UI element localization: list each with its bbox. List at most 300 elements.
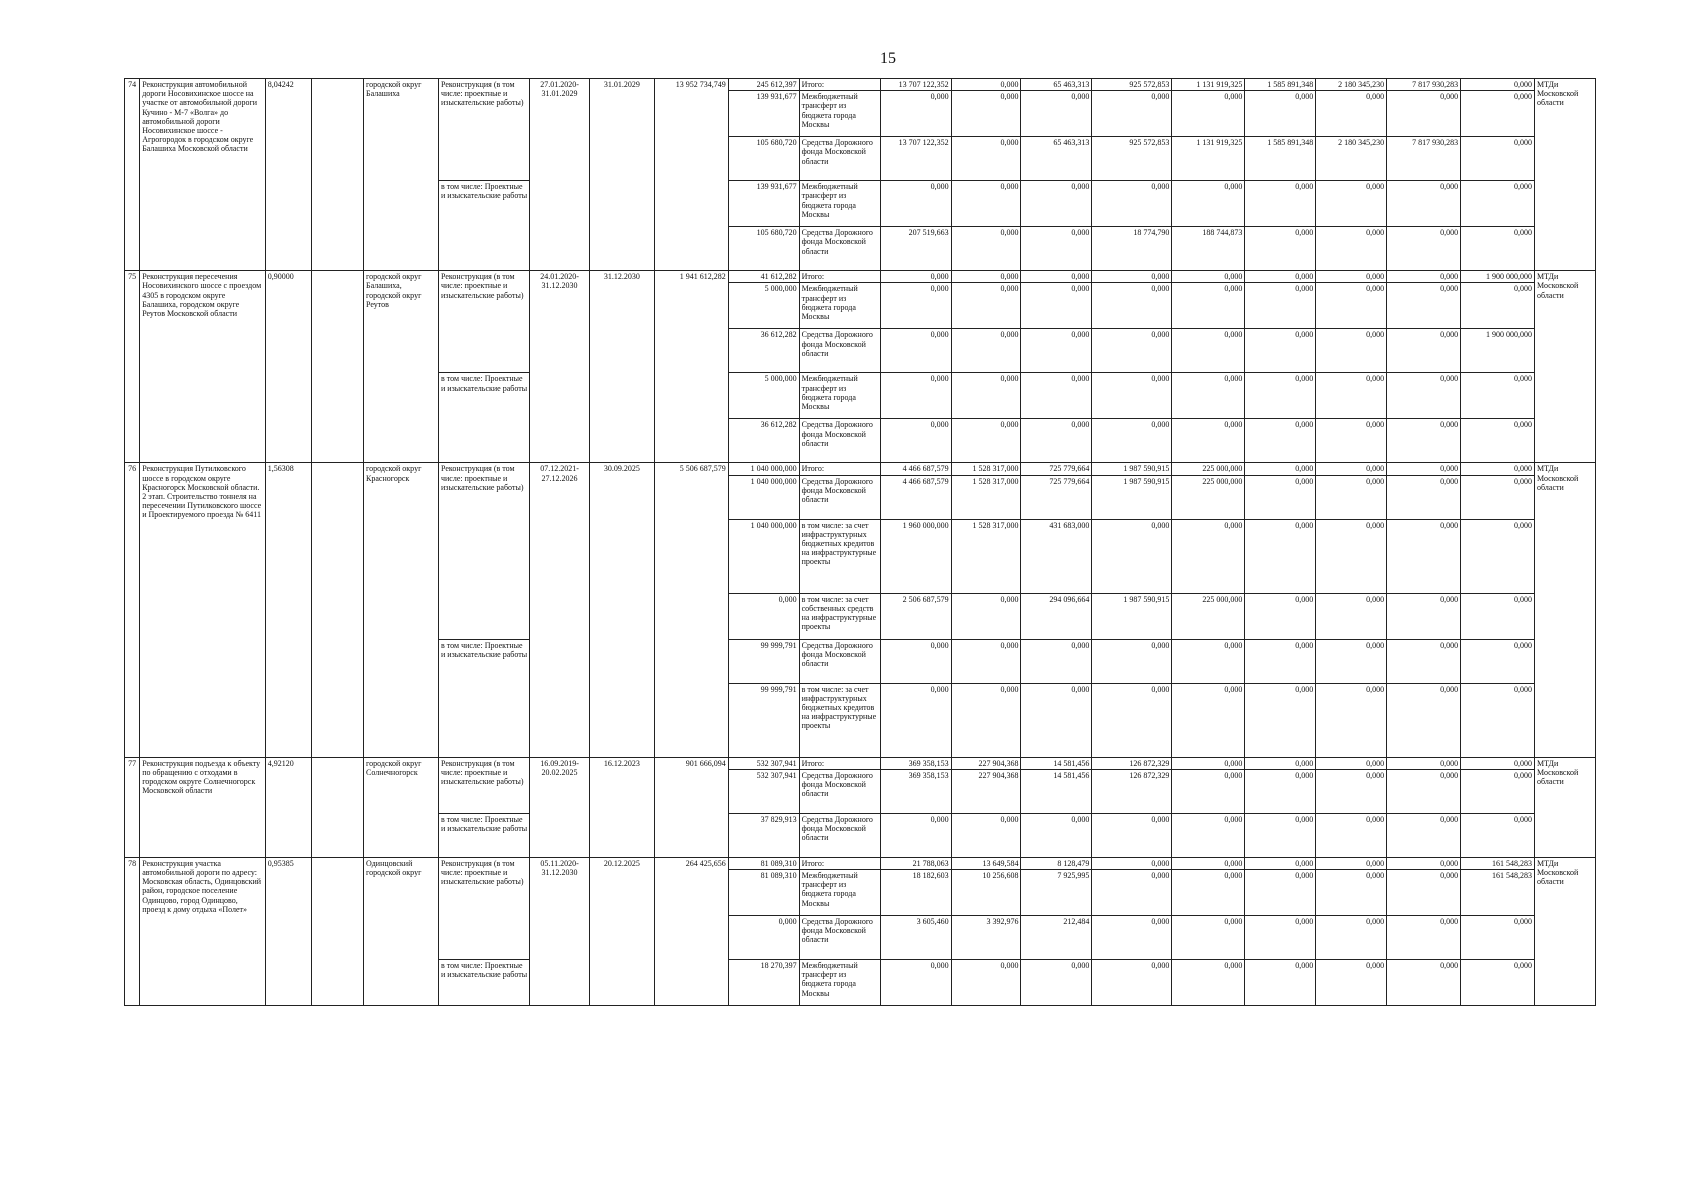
total-cost: 13 952 734,749: [654, 79, 728, 271]
project-name: Реконструкция подъезда к объекту по обращению с отходами в городском округе Солнечногорск Московской области: [140, 757, 266, 857]
year-amount: 0,000: [1461, 915, 1535, 959]
year-amount: 161 548,283: [1461, 857, 1535, 869]
year-amount: 0,000: [1092, 857, 1172, 869]
year-amount: 0,000: [1245, 519, 1316, 593]
year-amount: 0,000: [1461, 373, 1535, 419]
year-amount: 0,000: [1387, 757, 1461, 769]
year-amount: 0,000: [1316, 857, 1387, 869]
year-amount: 0,000: [1387, 915, 1461, 959]
project-extra: [312, 79, 364, 271]
table-row: [125, 79, 1596, 91]
year-amount: 0,000: [1387, 419, 1461, 463]
year-amount: 0,000: [1387, 519, 1461, 593]
year-amount: 65 463,313: [1021, 137, 1092, 181]
year-amount: 925 572,853: [1092, 137, 1172, 181]
year-amount: 0,000: [1172, 813, 1245, 857]
project-name: Реконструкция автомобильной дороги Носовихинское шоссе на участке от автомобильной дороги Кучино - М-7 «Волга» до автомобильной дороги Носовихинское шоссе - Агрогородок в городском округе Балашиха Московской области: [140, 79, 266, 271]
year-amount: 1 131 919,325: [1172, 137, 1245, 181]
year-amount: 0,000: [1245, 271, 1316, 283]
year-amount: 0,000: [1092, 329, 1172, 373]
funding-source: Межбюджетный трансферт из бюджета города Москвы: [799, 91, 880, 137]
year-amount: 0,000: [951, 137, 1021, 181]
funding-source: Средства Дорожного фонда Московской области: [799, 137, 880, 181]
year-amount: 0,000: [1461, 757, 1535, 769]
financed-amount: 99 999,791: [728, 639, 799, 683]
project-name: Реконструкция участка автомобильной дороги по адресу: Московская область, Одинцовский район, городское поселение Одинцово, город Одинцово, проезд к дому отдыха «Полет»: [140, 857, 266, 1005]
financed-amount: 139 931,677: [728, 91, 799, 137]
year-amount: 725 779,664: [1021, 463, 1092, 475]
year-amount: 0,000: [1092, 639, 1172, 683]
project-number: 74: [125, 79, 140, 271]
year-amount: 0,000: [1387, 373, 1461, 419]
year-amount: 0,000: [1172, 329, 1245, 373]
financed-amount: 81 089,310: [728, 869, 799, 915]
year-amount: 0,000: [1021, 419, 1092, 463]
page-number: 15: [880, 50, 896, 67]
year-amount: 0,000: [1387, 271, 1461, 283]
project-municipality: городской округ Балашиха, городской округ Реутов: [364, 271, 439, 463]
year-amount: 0,000: [1245, 91, 1316, 137]
year-amount: 0,000: [1461, 475, 1535, 519]
funding-source: Средства Дорожного фонда Московской области: [799, 419, 880, 463]
year-amount: 1 131 919,325: [1172, 79, 1245, 91]
work-type: в том числе: Проектные и изыскательские работы: [439, 639, 530, 757]
year-amount: 0,000: [951, 181, 1021, 227]
year-amount: 0,000: [1245, 283, 1316, 329]
financed-amount: 99 999,791: [728, 683, 799, 757]
year-amount: 0,000: [1316, 959, 1387, 1005]
year-amount: 0,000: [1172, 419, 1245, 463]
funding-source: Итого:: [799, 463, 880, 475]
year-amount: 0,000: [1021, 329, 1092, 373]
year-amount: 0,000: [951, 329, 1021, 373]
year-amount: 0,000: [951, 419, 1021, 463]
year-amount: 0,000: [1316, 519, 1387, 593]
financed-amount: 0,000: [728, 593, 799, 639]
year-amount: 0,000: [1316, 639, 1387, 683]
year-amount: 10 256,608: [951, 869, 1021, 915]
customer: МТДи Московской области: [1535, 271, 1596, 463]
year-amount: 0,000: [1387, 639, 1461, 683]
year-amount: 0,000: [1387, 227, 1461, 271]
year-amount: 0,000: [1092, 271, 1172, 283]
year-amount: 369 358,153: [880, 757, 951, 769]
year-amount: 0,000: [1316, 271, 1387, 283]
year-amount: 0,000: [1316, 593, 1387, 639]
year-amount: 1 960 000,000: [880, 519, 951, 593]
year-amount: 0,000: [1387, 857, 1461, 869]
funding-source: Средства Дорожного фонда Московской области: [799, 813, 880, 857]
year-amount: 225 000,000: [1172, 475, 1245, 519]
year-amount: 0,000: [1092, 519, 1172, 593]
project-length: 0,90000: [265, 271, 312, 463]
year-amount: 1 987 590,915: [1092, 475, 1172, 519]
year-amount: 0,000: [1092, 959, 1172, 1005]
project-length: 4,92120: [265, 757, 312, 857]
year-amount: 0,000: [1316, 283, 1387, 329]
year-amount: 0,000: [880, 419, 951, 463]
year-amount: 0,000: [1461, 813, 1535, 857]
work-period: 24.01.2020-31.12.2030: [530, 271, 590, 463]
financed-amount: 532 307,941: [728, 769, 799, 813]
year-amount: 212,484: [1021, 915, 1092, 959]
work-type: Реконструкция (в том числе: проектные и изыскательские работы): [439, 857, 530, 959]
year-amount: 0,000: [1021, 959, 1092, 1005]
work-period: 07.12.2021-27.12.2026: [530, 463, 590, 757]
year-amount: 1 528 317,000: [951, 519, 1021, 593]
year-amount: 0,000: [880, 91, 951, 137]
work-type: в том числе: Проектные и изыскательские работы: [439, 959, 530, 1005]
year-amount: 0,000: [1316, 419, 1387, 463]
year-amount: 1 528 317,000: [951, 475, 1021, 519]
completion-date: 31.12.2030: [589, 271, 654, 463]
year-amount: 0,000: [1092, 283, 1172, 329]
customer: МТДи Московской области: [1535, 463, 1596, 757]
year-amount: 0,000: [1092, 419, 1172, 463]
year-amount: 0,000: [1245, 329, 1316, 373]
table-row: [125, 857, 1596, 869]
work-type: в том числе: Проектные и изыскательские работы: [439, 181, 530, 271]
year-amount: 1 528 317,000: [951, 463, 1021, 475]
year-amount: 0,000: [1172, 519, 1245, 593]
year-amount: 0,000: [1461, 137, 1535, 181]
funding-source: Средства Дорожного фонда Московской области: [799, 639, 880, 683]
year-amount: 1 987 590,915: [1092, 593, 1172, 639]
work-period: 05.11.2020-31.12.2030: [530, 857, 590, 1005]
year-amount: 0,000: [1316, 463, 1387, 475]
year-amount: 0,000: [1316, 475, 1387, 519]
financed-amount: 18 270,397: [728, 959, 799, 1005]
year-amount: 0,000: [1092, 683, 1172, 757]
year-amount: 0,000: [1245, 683, 1316, 757]
project-municipality: городской округ Балашиха: [364, 79, 439, 271]
completion-date: 31.01.2029: [589, 79, 654, 271]
year-amount: 2 506 687,579: [880, 593, 951, 639]
year-amount: 0,000: [1172, 181, 1245, 227]
funding-source: Межбюджетный трансферт из бюджета города Москвы: [799, 283, 880, 329]
year-amount: 0,000: [951, 639, 1021, 683]
financed-amount: 36 612,282: [728, 419, 799, 463]
completion-date: 20.12.2025: [589, 857, 654, 1005]
project-name: Реконструкция пересечения Носовихинского шоссе с проездом 4305 в городском округе Балашиха, городском округе Реутов Московской области: [140, 271, 266, 463]
year-amount: 0,000: [1461, 283, 1535, 329]
year-amount: 0,000: [1387, 869, 1461, 915]
year-amount: 0,000: [1387, 593, 1461, 639]
year-amount: 0,000: [1092, 869, 1172, 915]
project-extra: [312, 463, 364, 757]
year-amount: 0,000: [951, 813, 1021, 857]
year-amount: 0,000: [1387, 475, 1461, 519]
customer: МТДи Московской области: [1535, 857, 1596, 1005]
year-amount: 2 180 345,230: [1316, 79, 1387, 91]
table-row: [125, 463, 1596, 475]
year-amount: 0,000: [1316, 373, 1387, 419]
year-amount: 725 779,664: [1021, 475, 1092, 519]
year-amount: 0,000: [1461, 79, 1535, 91]
completion-date: 30.09.2025: [589, 463, 654, 757]
year-amount: 0,000: [1245, 959, 1316, 1005]
year-amount: 0,000: [1461, 419, 1535, 463]
customer: МТДи Московской области: [1535, 79, 1596, 271]
year-amount: 0,000: [1245, 373, 1316, 419]
year-amount: 0,000: [1092, 181, 1172, 227]
year-amount: 0,000: [1316, 869, 1387, 915]
project-name: Реконструкция Путилковского шоссе в городском округе Красногорск Московской области. 2 этап. Строительство тоннеля на пересечении Путилковского шоссе и Проектируемого проезда № 6411: [140, 463, 266, 757]
year-amount: 0,000: [1461, 519, 1535, 593]
project-number: 78: [125, 857, 140, 1005]
year-amount: 0,000: [1316, 683, 1387, 757]
year-amount: 4 466 687,579: [880, 463, 951, 475]
financed-amount: 105 680,720: [728, 227, 799, 271]
project-municipality: Одинцовский городской округ: [364, 857, 439, 1005]
year-amount: 0,000: [951, 959, 1021, 1005]
year-amount: 0,000: [880, 271, 951, 283]
completion-date: 16.12.2023: [589, 757, 654, 857]
table-body: [125, 79, 1596, 1006]
project-number: 77: [125, 757, 140, 857]
year-amount: 0,000: [1461, 91, 1535, 137]
customer: МТДи Московской области: [1535, 757, 1596, 857]
year-amount: 369 358,153: [880, 769, 951, 813]
year-amount: 0,000: [1092, 91, 1172, 137]
year-amount: 0,000: [880, 683, 951, 757]
year-amount: 0,000: [951, 79, 1021, 91]
year-amount: 0,000: [1245, 593, 1316, 639]
funding-source: Средства Дорожного фонда Московской области: [799, 329, 880, 373]
table-row: [125, 757, 1596, 769]
work-period: 27.01.2020-31.01.2029: [530, 79, 590, 271]
total-cost: 5 506 687,579: [654, 463, 728, 757]
funding-source: Межбюджетный трансферт из бюджета города Москвы: [799, 373, 880, 419]
year-amount: 0,000: [1316, 757, 1387, 769]
year-amount: 0,000: [1021, 91, 1092, 137]
work-type: Реконструкция (в том числе: проектные и изыскательские работы): [439, 79, 530, 181]
year-amount: 0,000: [880, 373, 951, 419]
year-amount: 0,000: [951, 91, 1021, 137]
work-period: 16.09.2019-20.02.2025: [530, 757, 590, 857]
year-amount: 1 900 000,000: [1461, 271, 1535, 283]
year-amount: 0,000: [1092, 813, 1172, 857]
year-amount: 0,000: [951, 593, 1021, 639]
total-cost: 264 425,656: [654, 857, 728, 1005]
year-amount: 3 605,460: [880, 915, 951, 959]
year-amount: 925 572,853: [1092, 79, 1172, 91]
year-amount: 0,000: [1387, 959, 1461, 1005]
year-amount: 7 925,995: [1021, 869, 1092, 915]
financed-amount: 105 680,720: [728, 137, 799, 181]
year-amount: 0,000: [1172, 959, 1245, 1005]
year-amount: 2 180 345,230: [1316, 137, 1387, 181]
year-amount: 1 987 590,915: [1092, 463, 1172, 475]
financed-amount: 0,000: [728, 915, 799, 959]
year-amount: 0,000: [1172, 283, 1245, 329]
year-amount: 0,000: [1172, 683, 1245, 757]
financed-amount: 37 829,913: [728, 813, 799, 857]
year-amount: 0,000: [1316, 329, 1387, 373]
project-length: 1,56308: [265, 463, 312, 757]
year-amount: 0,000: [1387, 181, 1461, 227]
year-amount: 18 182,603: [880, 869, 951, 915]
funding-source: Итого:: [799, 79, 880, 91]
year-amount: 1 900 000,000: [1461, 329, 1535, 373]
work-type: Реконструкция (в том числе: проектные и изыскательские работы): [439, 757, 530, 813]
project-length: 0,95385: [265, 857, 312, 1005]
financed-amount: 5 000,000: [728, 373, 799, 419]
year-amount: 0,000: [1387, 91, 1461, 137]
financed-amount: 1 040 000,000: [728, 463, 799, 475]
project-municipality: городской округ Красногорск: [364, 463, 439, 757]
year-amount: 0,000: [1172, 271, 1245, 283]
total-cost: 901 666,094: [654, 757, 728, 857]
total-cost: 1 941 612,282: [654, 271, 728, 463]
year-amount: 0,000: [951, 683, 1021, 757]
year-amount: 0,000: [1245, 227, 1316, 271]
work-type: в том числе: Проектные и изыскательские работы: [439, 373, 530, 463]
year-amount: 227 904,368: [951, 757, 1021, 769]
project-municipality: городской округ Солнечногорск: [364, 757, 439, 857]
year-amount: 18 774,790: [1092, 227, 1172, 271]
year-amount: 7 817 930,283: [1387, 137, 1461, 181]
funding-source: Средства Дорожного фонда Московской области: [799, 769, 880, 813]
year-amount: 0,000: [1021, 639, 1092, 683]
year-amount: 0,000: [1245, 915, 1316, 959]
financed-amount: 1 040 000,000: [728, 519, 799, 593]
funding-source: в том числе: за счет инфраструктурных бюджетных кредитов на инфраструктурные проекты: [799, 683, 880, 757]
year-amount: 0,000: [1461, 181, 1535, 227]
project-extra: [312, 271, 364, 463]
project-extra: [312, 757, 364, 857]
year-amount: 1 585 891,348: [1245, 137, 1316, 181]
year-amount: 225 000,000: [1172, 463, 1245, 475]
year-amount: 0,000: [1316, 813, 1387, 857]
year-amount: 0,000: [1387, 813, 1461, 857]
year-amount: 225 000,000: [1172, 593, 1245, 639]
year-amount: 0,000: [951, 373, 1021, 419]
year-amount: 0,000: [1245, 463, 1316, 475]
project-number: 76: [125, 463, 140, 757]
year-amount: 0,000: [1021, 181, 1092, 227]
year-amount: 0,000: [1316, 915, 1387, 959]
year-amount: 0,000: [951, 271, 1021, 283]
funding-source: Средства Дорожного фонда Московской области: [799, 227, 880, 271]
year-amount: 0,000: [1316, 769, 1387, 813]
year-amount: 0,000: [1245, 769, 1316, 813]
year-amount: 0,000: [1172, 869, 1245, 915]
year-amount: 0,000: [1245, 419, 1316, 463]
funding-source: в том числе: за счет инфраструктурных бюджетных кредитов на инфраструктурные проекты: [799, 519, 880, 593]
year-amount: 294 096,664: [1021, 593, 1092, 639]
year-amount: 7 817 930,283: [1387, 79, 1461, 91]
table-row: [125, 271, 1596, 283]
year-amount: 0,000: [880, 639, 951, 683]
year-amount: 8 128,479: [1021, 857, 1092, 869]
financed-amount: 36 612,282: [728, 329, 799, 373]
year-amount: 0,000: [1387, 283, 1461, 329]
funding-source: в том числе: за счет собственных средств на инфраструктурные проекты: [799, 593, 880, 639]
financed-amount: 5 000,000: [728, 283, 799, 329]
funding-source: Межбюджетный трансферт из бюджета города Москвы: [799, 959, 880, 1005]
financed-amount: 41 612,282: [728, 271, 799, 283]
year-amount: 0,000: [880, 959, 951, 1005]
year-amount: 0,000: [1245, 757, 1316, 769]
year-amount: 0,000: [1092, 373, 1172, 419]
year-amount: 0,000: [951, 227, 1021, 271]
year-amount: 14 581,456: [1021, 757, 1092, 769]
funding-source: Итого:: [799, 757, 880, 769]
funding-source: Межбюджетный трансферт из бюджета города Москвы: [799, 181, 880, 227]
investment-program-table: [124, 78, 1596, 1006]
year-amount: 0,000: [880, 329, 951, 373]
year-amount: 0,000: [1461, 769, 1535, 813]
year-amount: 0,000: [1245, 813, 1316, 857]
financed-amount: 532 307,941: [728, 757, 799, 769]
year-amount: 21 788,063: [880, 857, 951, 869]
year-amount: 0,000: [1316, 227, 1387, 271]
year-amount: 0,000: [1245, 475, 1316, 519]
year-amount: 4 466 687,579: [880, 475, 951, 519]
year-amount: 0,000: [1172, 915, 1245, 959]
year-amount: 161 548,283: [1461, 869, 1535, 915]
project-length: 8,04242: [265, 79, 312, 271]
year-amount: 0,000: [1316, 181, 1387, 227]
year-amount: 0,000: [1245, 869, 1316, 915]
year-amount: 0,000: [1461, 683, 1535, 757]
year-amount: 0,000: [1461, 639, 1535, 683]
year-amount: 0,000: [1387, 769, 1461, 813]
year-amount: 0,000: [1172, 857, 1245, 869]
financed-amount: 245 612,397: [728, 79, 799, 91]
year-amount: 0,000: [1172, 639, 1245, 683]
funding-source: Средства Дорожного фонда Московской области: [799, 915, 880, 959]
funding-source: Итого:: [799, 857, 880, 869]
project-extra: [312, 857, 364, 1005]
year-amount: 0,000: [1172, 769, 1245, 813]
year-amount: 0,000: [1461, 463, 1535, 475]
year-amount: 0,000: [880, 813, 951, 857]
year-amount: 0,000: [1021, 813, 1092, 857]
financed-amount: 139 931,677: [728, 181, 799, 227]
year-amount: 14 581,456: [1021, 769, 1092, 813]
year-amount: 0,000: [1245, 639, 1316, 683]
year-amount: 0,000: [1172, 757, 1245, 769]
year-amount: 0,000: [951, 283, 1021, 329]
year-amount: 0,000: [1245, 181, 1316, 227]
funding-source: Межбюджетный трансферт из бюджета города Москвы: [799, 869, 880, 915]
year-amount: 0,000: [1021, 227, 1092, 271]
financed-amount: 81 089,310: [728, 857, 799, 869]
year-amount: 126 872,329: [1092, 769, 1172, 813]
work-type: в том числе: Проектные и изыскательские работы: [439, 813, 530, 857]
funding-source: Итого:: [799, 271, 880, 283]
year-amount: 0,000: [1461, 959, 1535, 1005]
year-amount: 0,000: [1021, 683, 1092, 757]
year-amount: 227 904,368: [951, 769, 1021, 813]
year-amount: 3 392,976: [951, 915, 1021, 959]
project-number: 75: [125, 271, 140, 463]
year-amount: 0,000: [880, 181, 951, 227]
year-amount: 0,000: [1387, 683, 1461, 757]
year-amount: 126 872,329: [1092, 757, 1172, 769]
year-amount: 1 585 891,348: [1245, 79, 1316, 91]
year-amount: 0,000: [1387, 329, 1461, 373]
year-amount: 431 683,000: [1021, 519, 1092, 593]
year-amount: 188 744,873: [1172, 227, 1245, 271]
year-amount: 0,000: [1021, 283, 1092, 329]
work-type: Реконструкция (в том числе: проектные и изыскательские работы): [439, 463, 530, 639]
year-amount: 0,000: [1461, 593, 1535, 639]
year-amount: 0,000: [880, 283, 951, 329]
year-amount: 0,000: [1316, 91, 1387, 137]
